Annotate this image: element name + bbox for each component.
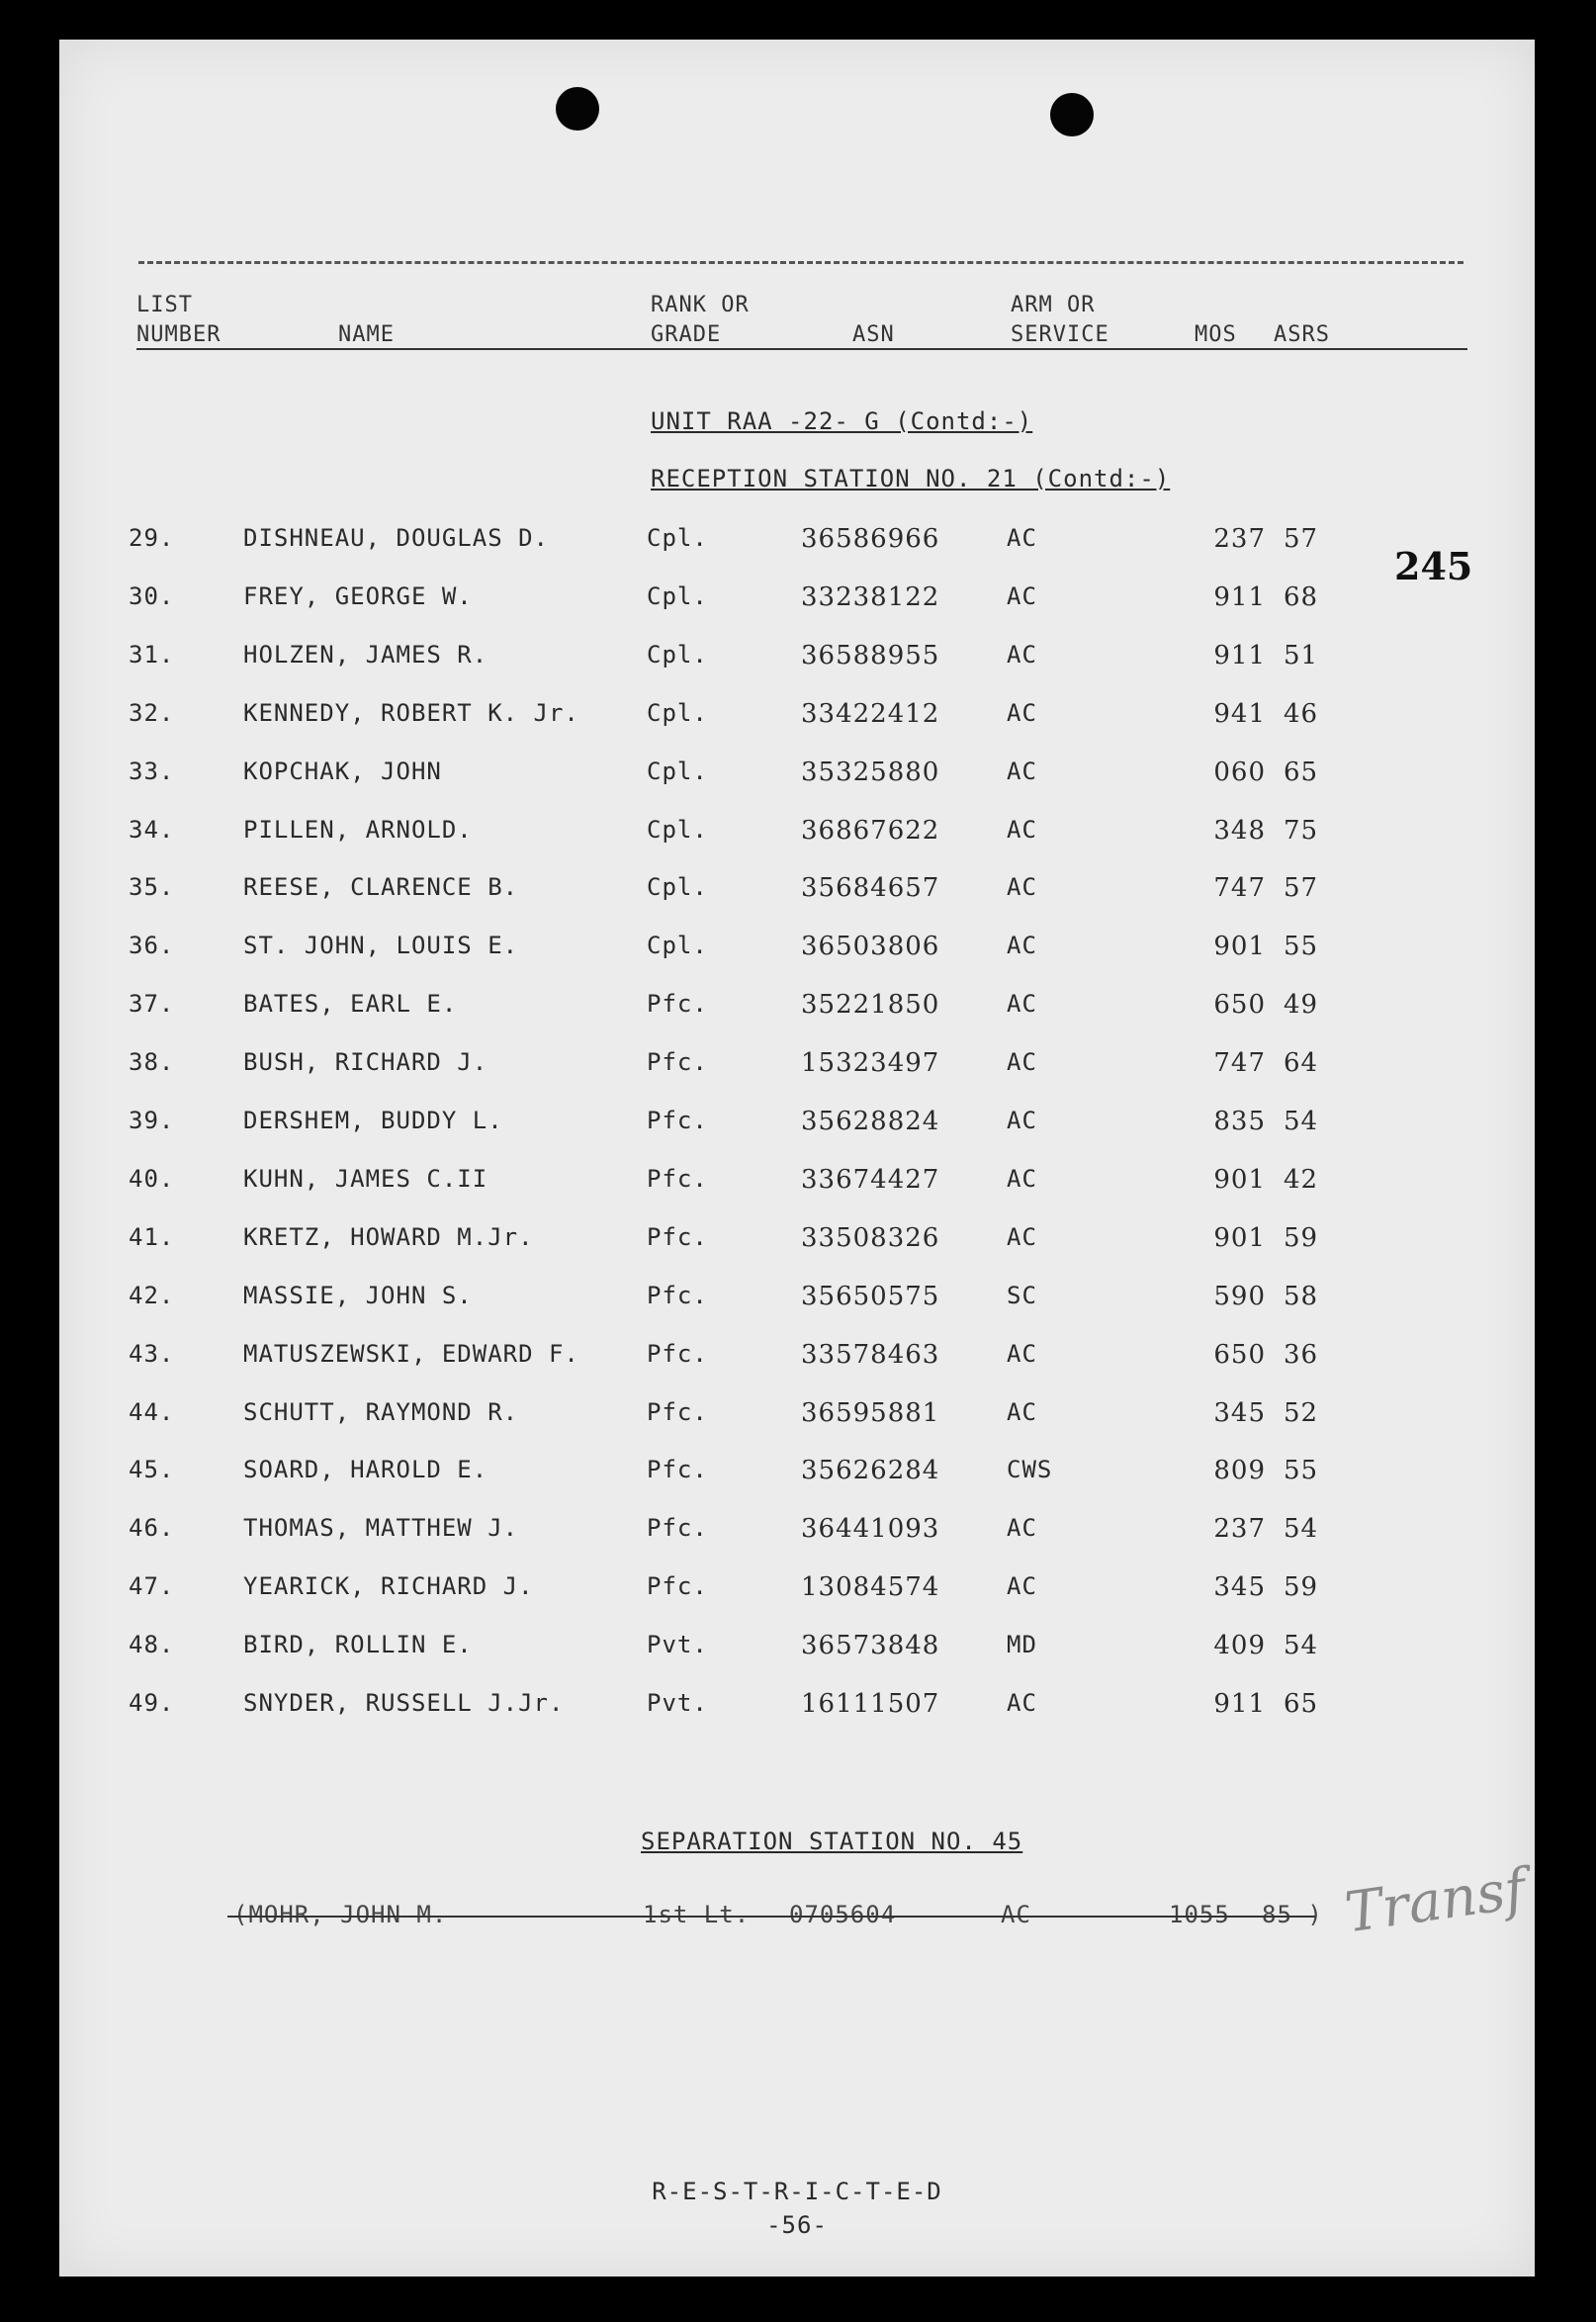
header-asn: ASN: [852, 322, 895, 347]
row-mos: 345: [1213, 1572, 1266, 1602]
row-arm-service: AC: [1007, 816, 1037, 844]
row-asrs: 64: [1284, 1048, 1319, 1078]
row-rank: Cpl.: [647, 524, 708, 552]
row-asrs: 58: [1284, 1282, 1319, 1311]
row-rank: Cpl.: [647, 699, 708, 727]
row-arm-service: AC: [1007, 1689, 1037, 1717]
row-asn: 36573848: [801, 1631, 940, 1660]
punch-hole-left: [556, 87, 599, 131]
row-arm-service: AC: [1007, 873, 1037, 901]
row-mos: 901: [1213, 1223, 1266, 1253]
row-number: 45.: [129, 1456, 175, 1483]
row-name: BUSH, RICHARD J.: [243, 1048, 488, 1076]
top-dashed-rule: [138, 261, 1463, 264]
row-mos: 941: [1213, 699, 1266, 729]
row-asn: 35684657: [801, 873, 940, 903]
row-name: SOARD, HAROLD E.: [243, 1456, 488, 1483]
row-asrs: 42: [1284, 1165, 1319, 1195]
row-arm-service: AC: [1007, 1572, 1037, 1600]
row-number: 38.: [129, 1048, 175, 1076]
row-name: KOPCHAK, JOHN: [243, 758, 442, 785]
row-mos: 409: [1213, 1631, 1266, 1660]
table-row: [59, 932, 1535, 971]
row-arm-service: AC: [1007, 1048, 1037, 1076]
header-list-number: [136, 291, 221, 350]
row-number: 40.: [129, 1165, 175, 1193]
row-name: ST. JOHN, LOUIS E.: [243, 932, 519, 959]
row-arm-service: AC: [1007, 758, 1037, 785]
row-asrs: 54: [1284, 1514, 1319, 1544]
row-mos: 060: [1213, 758, 1266, 787]
row-asrs: 57: [1284, 524, 1319, 554]
table-row: [59, 1572, 1535, 1612]
row-name: PILLEN, ARNOLD.: [243, 816, 473, 844]
row-asn: 33674427: [801, 1165, 940, 1195]
row-rank: Cpl.: [647, 816, 708, 844]
header-rank-grade: [651, 291, 750, 350]
struck-arm: AC: [1001, 1901, 1031, 1928]
row-asrs: 54: [1284, 1631, 1319, 1660]
row-asn: 33578463: [801, 1340, 940, 1370]
table-row: [59, 816, 1535, 855]
row-mos: 348: [1213, 816, 1266, 846]
footer-restricted: R-E-S-T-R-I-C-T-E-D: [652, 2178, 942, 2205]
row-asn: 35650575: [801, 1282, 940, 1311]
row-mos: 237: [1213, 524, 1266, 554]
row-name: FREY, GEORGE W.: [243, 582, 473, 610]
footer-page-number: -56-: [766, 2211, 828, 2239]
table-row: [59, 1631, 1535, 1670]
row-name: MASSIE, JOHN S.: [243, 1282, 473, 1309]
row-asn: 33238122: [801, 582, 940, 612]
row-number: 39.: [129, 1107, 175, 1134]
row-asrs: 52: [1284, 1398, 1319, 1428]
row-rank: Cpl.: [647, 758, 708, 785]
row-asn: 16111507: [801, 1689, 940, 1719]
table-row: [59, 1107, 1535, 1146]
row-arm-service: AC: [1007, 641, 1037, 669]
row-number: 44.: [129, 1398, 175, 1426]
row-name: YEARICK, RICHARD J.: [243, 1572, 534, 1600]
row-asrs: 49: [1284, 990, 1319, 1020]
row-rank: Pfc.: [647, 1107, 708, 1134]
header-name: NAME: [338, 322, 395, 347]
row-arm-service: AC: [1007, 1165, 1037, 1193]
row-mos: 901: [1213, 1165, 1266, 1195]
header-mos: MOS: [1195, 322, 1237, 347]
separation-title: SEPARATION STATION NO. 45: [641, 1828, 1023, 1855]
row-mos: 911: [1213, 582, 1266, 612]
row-name: BIRD, ROLLIN E.: [243, 1631, 473, 1658]
row-name: MATUSZEWSKI, EDWARD F.: [243, 1340, 579, 1368]
row-rank: Cpl.: [647, 641, 708, 669]
row-mos: 747: [1213, 1048, 1266, 1078]
table-row: [59, 758, 1535, 797]
row-rank: Cpl.: [647, 932, 708, 959]
row-number: 47.: [129, 1572, 175, 1600]
row-asrs: 36: [1284, 1340, 1319, 1370]
table-row: [59, 873, 1535, 913]
header-list-label: LIST: [136, 293, 193, 317]
row-asrs: 65: [1284, 1689, 1319, 1719]
row-asn: 35626284: [801, 1456, 940, 1485]
header-underline: [136, 348, 1467, 350]
row-asrs: 54: [1284, 1107, 1319, 1136]
struck-mos: 1055: [1169, 1901, 1230, 1928]
table-row: [59, 641, 1535, 680]
row-name: REESE, CLARENCE B.: [243, 873, 519, 901]
row-asn: 36595881: [801, 1398, 940, 1428]
table-row: [59, 1689, 1535, 1729]
row-number: 36.: [129, 932, 175, 959]
row-rank: Pfc.: [647, 1165, 708, 1193]
row-name: SNYDER, RUSSELL J.Jr.: [243, 1689, 565, 1717]
header-rank-label: RANK OR: [651, 293, 750, 317]
row-arm-service: CWS: [1007, 1456, 1053, 1483]
row-name: DERSHEM, BUDDY L.: [243, 1107, 503, 1134]
row-number: 29.: [129, 524, 175, 552]
row-number: 33.: [129, 758, 175, 785]
row-asrs: 75: [1284, 816, 1319, 846]
row-asrs: 55: [1284, 932, 1319, 961]
document-page: [59, 40, 1535, 2277]
struck-asn: 0705604: [789, 1901, 897, 1928]
header-arm-service: [1011, 291, 1109, 350]
row-mos: 901: [1213, 932, 1266, 961]
strike-through-line: [227, 1916, 1315, 1918]
row-arm-service: AC: [1007, 524, 1037, 552]
table-row: [59, 1514, 1535, 1554]
station-title: RECEPTION STATION NO. 21 (Contd:-): [651, 465, 1171, 492]
row-number: 35.: [129, 873, 175, 901]
header-number-label: NUMBER: [136, 322, 222, 347]
row-arm-service: AC: [1007, 699, 1037, 727]
row-asn: 35628824: [801, 1107, 940, 1136]
table-row: [59, 1340, 1535, 1380]
row-name: HOLZEN, JAMES R.: [243, 641, 488, 669]
row-rank: Pvt.: [647, 1631, 708, 1658]
table-row: [59, 990, 1535, 1029]
row-asn: 36867622: [801, 816, 940, 846]
row-arm-service: SC: [1007, 1282, 1037, 1309]
row-asrs: 59: [1284, 1572, 1319, 1602]
row-asrs: 55: [1284, 1456, 1319, 1485]
row-number: 43.: [129, 1340, 175, 1368]
row-mos: 835: [1213, 1107, 1266, 1136]
row-arm-service: MD: [1007, 1631, 1037, 1658]
row-mos: 809: [1213, 1456, 1266, 1485]
row-name: KRETZ, HOWARD M.Jr.: [243, 1223, 534, 1251]
table-row: [59, 1456, 1535, 1495]
struck-name: (MOHR, JOHN M.: [233, 1901, 448, 1928]
row-number: 41.: [129, 1223, 175, 1251]
row-asn: 35221850: [801, 990, 940, 1020]
row-asrs: 59: [1284, 1223, 1319, 1253]
row-arm-service: AC: [1007, 990, 1037, 1018]
row-asrs: 68: [1284, 582, 1319, 612]
row-rank: Pfc.: [647, 1456, 708, 1483]
row-rank: Pfc.: [647, 1340, 708, 1368]
row-asn: 36586966: [801, 524, 940, 554]
row-asn: 36588955: [801, 641, 940, 670]
struck-row: [233, 1901, 1341, 1940]
row-number: 46.: [129, 1514, 175, 1542]
row-asn: 35325880: [801, 758, 940, 787]
row-number: 49.: [129, 1689, 175, 1717]
table-row: [59, 582, 1535, 622]
table-row: [59, 1282, 1535, 1321]
row-mos: 911: [1213, 1689, 1266, 1719]
row-rank: Pfc.: [647, 1048, 708, 1076]
punch-hole-right: [1050, 93, 1094, 136]
table-row: [59, 1165, 1535, 1205]
row-name: DISHNEAU, DOUGLAS D.: [243, 524, 549, 552]
header-asrs: ASRS: [1274, 322, 1330, 347]
row-mos: 345: [1213, 1398, 1266, 1428]
row-name: KUHN, JAMES C.II: [243, 1165, 488, 1193]
table-row: [59, 699, 1535, 739]
row-asn: 33508326: [801, 1223, 940, 1253]
table-row: [59, 1048, 1535, 1088]
row-rank: Pfc.: [647, 1282, 708, 1309]
row-number: 31.: [129, 641, 175, 669]
row-number: 48.: [129, 1631, 175, 1658]
page-stamp: 245: [1394, 544, 1473, 588]
row-arm-service: AC: [1007, 1398, 1037, 1426]
row-asn: 36441093: [801, 1514, 940, 1544]
row-rank: Pfc.: [647, 1572, 708, 1600]
row-number: 32.: [129, 699, 175, 727]
row-asn: 15323497: [801, 1048, 940, 1078]
row-mos: 650: [1213, 990, 1266, 1020]
row-name: SCHUTT, RAYMOND R.: [243, 1398, 519, 1426]
struck-rank: 1st Lt.: [643, 1901, 751, 1928]
row-mos: 237: [1213, 1514, 1266, 1544]
row-number: 42.: [129, 1282, 175, 1309]
row-name: KENNEDY, ROBERT K. Jr.: [243, 699, 579, 727]
table-row: [59, 1223, 1535, 1263]
row-mos: 747: [1213, 873, 1266, 903]
row-name: THOMAS, MATTHEW J.: [243, 1514, 519, 1542]
row-number: 37.: [129, 990, 175, 1018]
row-name: BATES, EARL E.: [243, 990, 458, 1018]
row-asn: 33422412: [801, 699, 940, 729]
row-asrs: 51: [1284, 641, 1319, 670]
header-arm-label: ARM OR: [1011, 293, 1096, 317]
row-mos: 590: [1213, 1282, 1266, 1311]
row-asrs: 46: [1284, 699, 1319, 729]
row-rank: Cpl.: [647, 873, 708, 901]
header-grade-label: GRADE: [651, 322, 722, 347]
handwritten-note: Transf: [1341, 1856, 1530, 1946]
table-row: [59, 524, 1535, 564]
row-rank: Cpl.: [647, 582, 708, 610]
row-arm-service: AC: [1007, 1514, 1037, 1542]
row-rank: Pvt.: [647, 1689, 708, 1717]
row-rank: Pfc.: [647, 1398, 708, 1426]
row-arm-service: AC: [1007, 1223, 1037, 1251]
header-service-label: SERVICE: [1011, 322, 1109, 347]
row-arm-service: AC: [1007, 582, 1037, 610]
row-rank: Pfc.: [647, 1223, 708, 1251]
row-asrs: 65: [1284, 758, 1319, 787]
row-rank: Pfc.: [647, 990, 708, 1018]
row-number: 34.: [129, 816, 175, 844]
unit-title: UNIT RAA -22- G (Contd:-): [651, 407, 1033, 435]
row-mos: 911: [1213, 641, 1266, 670]
row-arm-service: AC: [1007, 1107, 1037, 1134]
row-asrs: 57: [1284, 873, 1319, 903]
row-arm-service: AC: [1007, 932, 1037, 959]
row-number: 30.: [129, 582, 175, 610]
row-rank: Pfc.: [647, 1514, 708, 1542]
table-row: [59, 1398, 1535, 1438]
row-asn: 13084574: [801, 1572, 940, 1602]
row-arm-service: AC: [1007, 1340, 1037, 1368]
row-asn: 36503806: [801, 932, 940, 961]
struck-asrs: 85 ): [1262, 1901, 1323, 1928]
row-mos: 650: [1213, 1340, 1266, 1370]
